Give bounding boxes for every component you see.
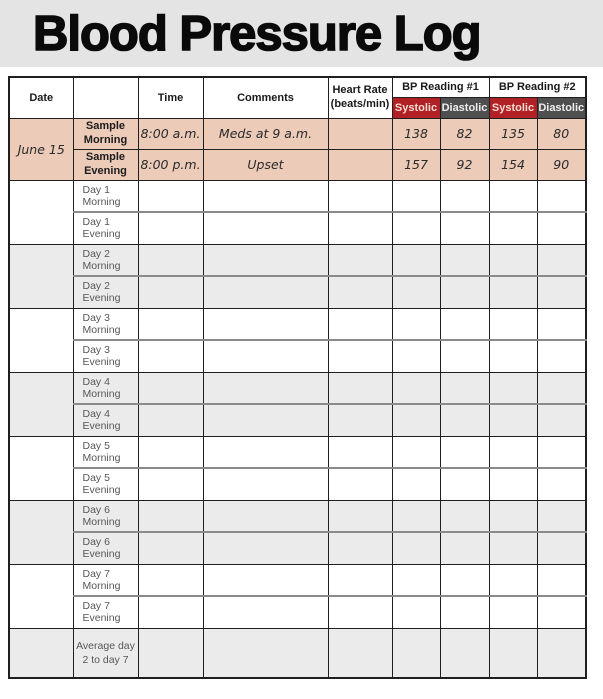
bp2-diastolic-cell (537, 532, 586, 564)
col-header-bp1-systolic: Systolic (392, 97, 440, 118)
heart-rate-label-line1: Heart Rate (332, 84, 388, 96)
col-header-bp-reading-1: BP Reading #1 (392, 77, 489, 97)
time-cell (138, 212, 203, 244)
col-header-bp1-diastolic: Diastolic (440, 97, 489, 118)
day-2-morning-row (9, 244, 586, 276)
bp2-diastolic-cell: 90 (537, 149, 586, 180)
comments-cell (203, 596, 328, 628)
heart-rate-label-line2: (beats/min) (330, 97, 390, 110)
time-cell (138, 436, 203, 468)
bp1-diastolic-cell: 82 (440, 118, 489, 149)
heart-rate-cell (328, 276, 392, 308)
time-cell (138, 372, 203, 404)
bp2-systolic-cell: 154 (489, 149, 537, 180)
col-header-bp2-systolic: Systolic (489, 97, 537, 118)
day-6-morning-row (9, 500, 586, 532)
row-label: Day 5 Morning (73, 436, 138, 468)
col-header-bp2-diastolic: Diastolic (537, 97, 586, 118)
time-cell (138, 500, 203, 532)
row-label (73, 628, 138, 678)
bp1-diastolic-cell (440, 564, 489, 596)
time-cell (138, 404, 203, 436)
day-5-morning-row (9, 436, 586, 468)
bp2-diastolic-cell (537, 212, 586, 244)
bp1-systolic-cell (392, 468, 440, 500)
bp1-systolic-cell (392, 404, 440, 436)
row-label: Day 2 Morning (73, 244, 138, 276)
bp2-diastolic-cell (537, 404, 586, 436)
bp1-diastolic-cell (440, 468, 489, 500)
bp1-systolic-cell: 138 (392, 118, 440, 149)
bp1-systolic-cell (392, 308, 440, 340)
row-label: Day 1 Evening (73, 212, 138, 244)
heart-rate-cell (328, 532, 392, 564)
bp1-systolic-cell (392, 244, 440, 276)
sample-label-line1: Sample (85, 151, 126, 164)
time-cell (138, 532, 203, 564)
row-label: Day 4 Morning (73, 372, 138, 404)
bp1-diastolic-cell (440, 532, 489, 564)
comments-cell (203, 564, 328, 596)
sample-label-line2: Morning (83, 133, 128, 146)
bp2-systolic-cell (489, 212, 537, 244)
comments-cell (203, 308, 328, 340)
comments-cell (203, 628, 328, 678)
bp2-diastolic-cell (537, 180, 586, 212)
bp1-diastolic-cell (440, 180, 489, 212)
day-4-morning-row (9, 372, 586, 404)
time-cell (138, 468, 203, 500)
bp1-systolic-cell (392, 596, 440, 628)
bp1-systolic-cell (392, 276, 440, 308)
comments-cell (203, 180, 328, 212)
date-cell (9, 628, 73, 678)
bp1-systolic-cell (392, 212, 440, 244)
bp1-diastolic-cell (440, 372, 489, 404)
bp2-diastolic-cell (537, 596, 586, 628)
comments-cell (203, 212, 328, 244)
bp2-systolic-cell (489, 628, 537, 678)
bp1-systolic-cell (392, 180, 440, 212)
heart-rate-cell (328, 340, 392, 372)
row-label: Day 3 Morning (73, 308, 138, 340)
row-label: Day 6 Evening (73, 532, 138, 564)
blood-pressure-table (8, 76, 587, 679)
bp2-systolic-cell (489, 340, 537, 372)
col-header-heart-rate (328, 77, 392, 118)
col-header-date: Date (9, 77, 73, 118)
row-label (73, 118, 138, 149)
bp2-diastolic-cell (537, 628, 586, 678)
comments-cell (203, 436, 328, 468)
day-3-morning-row (9, 308, 586, 340)
date-cell (9, 244, 73, 308)
comments-cell (203, 340, 328, 372)
average-row (9, 628, 586, 678)
heart-rate-cell (328, 564, 392, 596)
row-label: Day 6 Morning (73, 500, 138, 532)
heart-rate-cell (328, 500, 392, 532)
day-7-morning-row (9, 564, 586, 596)
bp1-systolic-cell (392, 628, 440, 678)
bp2-systolic-cell (489, 436, 537, 468)
bp1-diastolic-cell (440, 500, 489, 532)
col-header-comments: Comments (203, 77, 328, 118)
sample-label-line2: Evening (84, 164, 127, 177)
bp1-diastolic-cell (440, 404, 489, 436)
heart-rate-cell (328, 180, 392, 212)
time-cell (138, 276, 203, 308)
day-5-evening-row (9, 468, 586, 500)
bp2-diastolic-cell (537, 564, 586, 596)
comments-cell (203, 372, 328, 404)
heart-rate-cell (328, 468, 392, 500)
heart-rate-cell (328, 404, 392, 436)
bp2-diastolic-cell (537, 500, 586, 532)
bp2-systolic-cell (489, 244, 537, 276)
time-cell (138, 564, 203, 596)
row-label: Day 7 Evening (73, 596, 138, 628)
bp2-systolic-cell (489, 532, 537, 564)
col-header-time: Time (138, 77, 203, 118)
bp1-diastolic-cell (440, 276, 489, 308)
bp2-diastolic-cell: 80 (537, 118, 586, 149)
heart-rate-cell (328, 149, 392, 180)
sample-evening-row (9, 149, 586, 180)
time-cell (138, 180, 203, 212)
bp2-systolic-cell (489, 276, 537, 308)
bp1-diastolic-cell (440, 308, 489, 340)
bp1-diastolic-cell (440, 212, 489, 244)
bp2-systolic-cell (489, 596, 537, 628)
bp1-systolic-cell (392, 532, 440, 564)
bp2-systolic-cell (489, 404, 537, 436)
bp2-systolic-cell (489, 308, 537, 340)
bp2-diastolic-cell (537, 468, 586, 500)
bp2-systolic-cell: 135 (489, 118, 537, 149)
row-label: Day 2 Evening (73, 276, 138, 308)
bp1-diastolic-cell (440, 244, 489, 276)
page-title: Blood Pressure Log (33, 6, 481, 61)
sample-label-line1: Sample (85, 120, 126, 133)
bp2-systolic-cell (489, 500, 537, 532)
content (0, 67, 603, 679)
date-cell (9, 436, 73, 500)
bp1-systolic-cell (392, 372, 440, 404)
day-4-evening-row (9, 404, 586, 436)
comments-cell: Upset (203, 149, 328, 180)
date-cell (9, 500, 73, 564)
bp2-diastolic-cell (537, 244, 586, 276)
bp1-systolic-cell (392, 564, 440, 596)
row-label: Day 3 Evening (73, 340, 138, 372)
time-cell (138, 244, 203, 276)
day-1-morning-row (9, 180, 586, 212)
heart-rate-cell (328, 244, 392, 276)
bp1-diastolic-cell (440, 596, 489, 628)
bp2-systolic-cell (489, 180, 537, 212)
sample-morning-row (9, 118, 586, 149)
bp2-diastolic-cell (537, 308, 586, 340)
date-cell (9, 180, 73, 244)
time-cell: 8:00 a.m. (138, 118, 203, 149)
title-band (0, 0, 603, 67)
comments-cell (203, 404, 328, 436)
date-cell (9, 308, 73, 372)
comments-cell (203, 276, 328, 308)
day-6-evening-row (9, 532, 586, 564)
bp2-systolic-cell (489, 372, 537, 404)
time-cell (138, 308, 203, 340)
heart-rate-cell (328, 436, 392, 468)
row-label: Day 4 Evening (73, 404, 138, 436)
heart-rate-cell (328, 308, 392, 340)
average-label-line2: 2 to day 7 (82, 653, 129, 666)
comments-cell (203, 468, 328, 500)
time-cell (138, 628, 203, 678)
day-2-evening-row (9, 276, 586, 308)
header-row-top (9, 77, 586, 97)
heart-rate-cell (328, 212, 392, 244)
row-label: Day 5 Evening (73, 468, 138, 500)
col-header-bp-reading-2: BP Reading #2 (489, 77, 586, 97)
row-label: Day 1 Morning (73, 180, 138, 212)
day-7-evening-row (9, 596, 586, 628)
day-3-evening-row (9, 340, 586, 372)
heart-rate-cell (328, 118, 392, 149)
col-header-entry (73, 77, 138, 118)
row-label: Day 7 Morning (73, 564, 138, 596)
bp1-systolic-cell: 157 (392, 149, 440, 180)
date-cell (9, 564, 73, 628)
bp1-diastolic-cell (440, 436, 489, 468)
comments-cell (203, 532, 328, 564)
comments-cell: Meds at 9 a.m. (203, 118, 328, 149)
bp1-systolic-cell (392, 436, 440, 468)
time-cell (138, 340, 203, 372)
bp2-diastolic-cell (537, 340, 586, 372)
bp1-systolic-cell (392, 500, 440, 532)
comments-cell (203, 244, 328, 276)
heart-rate-cell (328, 596, 392, 628)
heart-rate-cell (328, 628, 392, 678)
comments-cell (203, 500, 328, 532)
heart-rate-cell (328, 372, 392, 404)
date-cell (9, 372, 73, 436)
bp1-diastolic-cell (440, 340, 489, 372)
bp1-diastolic-cell: 92 (440, 149, 489, 180)
date-cell: June 15 (9, 118, 73, 180)
day-1-evening-row (9, 212, 586, 244)
average-label-line1: Average day (76, 639, 135, 652)
bp1-systolic-cell (392, 340, 440, 372)
bp1-diastolic-cell (440, 628, 489, 678)
bp2-systolic-cell (489, 468, 537, 500)
time-cell (138, 596, 203, 628)
bp2-diastolic-cell (537, 436, 586, 468)
bp2-diastolic-cell (537, 276, 586, 308)
bp2-diastolic-cell (537, 372, 586, 404)
time-cell: 8:00 p.m. (138, 149, 203, 180)
bp2-systolic-cell (489, 564, 537, 596)
row-label (73, 149, 138, 180)
